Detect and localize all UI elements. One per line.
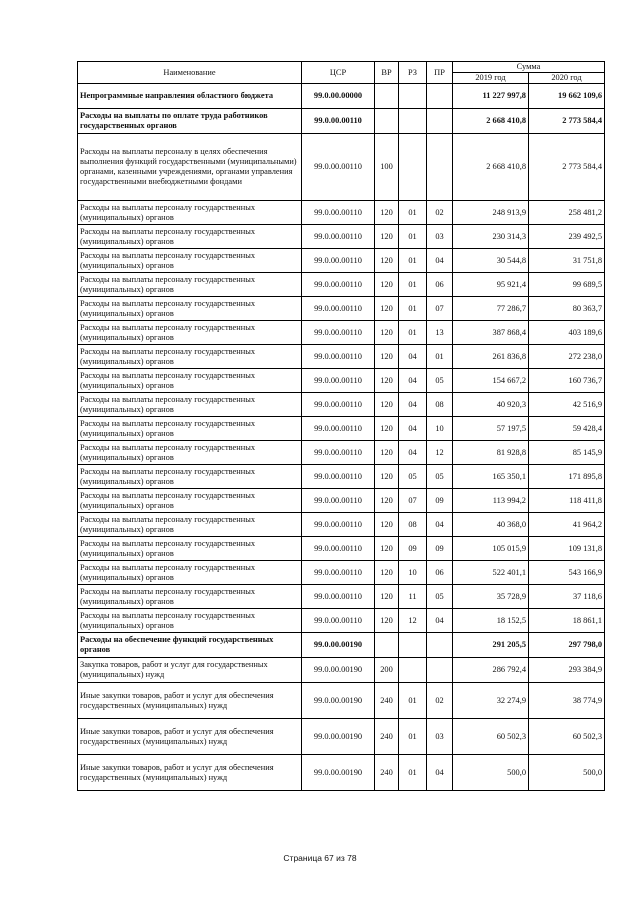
cell-vr: 120: [375, 297, 399, 321]
cell-name: Расходы на выплаты персоналу государственных (муниципальных) органов: [78, 441, 302, 465]
cell-vr: 240: [375, 683, 399, 719]
table-body: [78, 84, 605, 791]
cell-s2020: 2 773 584,4: [529, 109, 605, 134]
cell-csr: 99.0.00.00110: [302, 489, 375, 513]
cell-s2020: 109 131,8: [529, 537, 605, 561]
cell-vr: [375, 84, 399, 109]
table-row: [78, 585, 605, 609]
cell-name: Расходы на выплаты персоналу государственных (муниципальных) органов: [78, 513, 302, 537]
cell-pr: 07: [427, 297, 453, 321]
cell-pr: [427, 134, 453, 201]
cell-s2019: 40 920,3: [453, 393, 529, 417]
cell-rz: 01: [399, 683, 427, 719]
cell-name: Расходы на выплаты персоналу государственных (муниципальных) органов: [78, 465, 302, 489]
cell-name: Расходы на выплаты персоналу государственных (муниципальных) органов: [78, 609, 302, 633]
cell-s2019: 2 668 410,8: [453, 134, 529, 201]
cell-csr: 99.0.00.00110: [302, 201, 375, 225]
cell-name: Расходы на выплаты персоналу государственных (муниципальных) органов: [78, 249, 302, 273]
cell-rz: 01: [399, 321, 427, 345]
cell-csr: 99.0.00.00110: [302, 321, 375, 345]
cell-rz: 01: [399, 273, 427, 297]
cell-s2019: 291 205,5: [453, 633, 529, 658]
cell-name: Расходы на выплаты персоналу государственных (муниципальных) органов: [78, 321, 302, 345]
cell-csr: 99.0.00.00110: [302, 109, 375, 134]
cell-s2020: 118 411,8: [529, 489, 605, 513]
cell-pr: [427, 658, 453, 683]
header-vr: ВР: [375, 62, 399, 84]
cell-s2019: 18 152,5: [453, 609, 529, 633]
table-row: [78, 273, 605, 297]
cell-name: Расходы на выплаты персоналу государственных (муниципальных) органов: [78, 537, 302, 561]
table-row: [78, 658, 605, 683]
cell-s2019: 30 544,8: [453, 249, 529, 273]
cell-s2020: 543 166,9: [529, 561, 605, 585]
cell-name: Иные закупки товаров, работ и услуг для обеспечения государственных (муниципальных) нужд: [78, 683, 302, 719]
cell-csr: 99.0.00.00190: [302, 683, 375, 719]
cell-rz: 01: [399, 225, 427, 249]
table-row: [78, 719, 605, 755]
cell-csr: 99.0.00.00110: [302, 345, 375, 369]
cell-rz: 08: [399, 513, 427, 537]
cell-vr: 120: [375, 417, 399, 441]
cell-vr: 200: [375, 658, 399, 683]
cell-pr: 04: [427, 513, 453, 537]
cell-pr: 04: [427, 755, 453, 791]
cell-pr: 05: [427, 369, 453, 393]
cell-s2020: 31 751,8: [529, 249, 605, 273]
cell-vr: 120: [375, 273, 399, 297]
cell-s2020: 272 238,0: [529, 345, 605, 369]
table-row: [78, 755, 605, 791]
cell-rz: [399, 658, 427, 683]
cell-s2020: 99 689,5: [529, 273, 605, 297]
cell-csr: 99.0.00.00110: [302, 417, 375, 441]
cell-vr: 120: [375, 513, 399, 537]
table-row: [78, 297, 605, 321]
table-row: [78, 345, 605, 369]
cell-csr: 99.0.00.00110: [302, 585, 375, 609]
cell-name: Расходы на выплаты персоналу государственных (муниципальных) органов: [78, 225, 302, 249]
cell-s2019: 500,0: [453, 755, 529, 791]
cell-vr: 120: [375, 441, 399, 465]
table-row: [78, 489, 605, 513]
cell-s2019: 81 928,8: [453, 441, 529, 465]
cell-csr: 99.0.00.00000: [302, 84, 375, 109]
cell-vr: 120: [375, 585, 399, 609]
cell-vr: 120: [375, 369, 399, 393]
cell-name: Расходы на выплаты персоналу государственных (муниципальных) органов: [78, 417, 302, 441]
cell-s2020: 37 118,6: [529, 585, 605, 609]
cell-csr: 99.0.00.00110: [302, 393, 375, 417]
cell-s2020: 2 773 584,4: [529, 134, 605, 201]
cell-name: Непрограммные направления областного бюджета: [78, 84, 302, 109]
cell-vr: 120: [375, 489, 399, 513]
cell-s2019: 35 728,9: [453, 585, 529, 609]
cell-name: Расходы на выплаты персоналу в целях обеспечения выполнения функций государственными (муниципальными) органами, казенными учреждениями, органами управления государственными внебюджетными фондами: [78, 134, 302, 201]
cell-rz: [399, 84, 427, 109]
cell-rz: 09: [399, 537, 427, 561]
cell-rz: 12: [399, 609, 427, 633]
cell-pr: [427, 109, 453, 134]
cell-pr: 04: [427, 609, 453, 633]
header-rz: РЗ: [399, 62, 427, 84]
cell-vr: 120: [375, 225, 399, 249]
cell-s2020: 500,0: [529, 755, 605, 791]
cell-name: Расходы на выплаты по оплате труда работников государственных органов: [78, 109, 302, 134]
cell-csr: 99.0.00.00110: [302, 513, 375, 537]
cell-pr: 02: [427, 683, 453, 719]
cell-pr: 05: [427, 585, 453, 609]
cell-vr: [375, 109, 399, 134]
cell-s2020: 19 662 109,6: [529, 84, 605, 109]
cell-s2019: 261 836,8: [453, 345, 529, 369]
table-row: [78, 249, 605, 273]
cell-csr: 99.0.00.00110: [302, 273, 375, 297]
header-2019: 2019 год: [453, 73, 529, 84]
cell-name: Расходы на выплаты персоналу государственных (муниципальных) органов: [78, 393, 302, 417]
cell-s2019: 105 015,9: [453, 537, 529, 561]
table-row: [78, 537, 605, 561]
cell-name: Расходы на выплаты персоналу государственных (муниципальных) органов: [78, 201, 302, 225]
cell-rz: 11: [399, 585, 427, 609]
cell-pr: 09: [427, 537, 453, 561]
cell-rz: 07: [399, 489, 427, 513]
cell-vr: 120: [375, 609, 399, 633]
cell-pr: 06: [427, 273, 453, 297]
cell-name: Расходы на выплаты персоналу государственных (муниципальных) органов: [78, 345, 302, 369]
cell-rz: 01: [399, 755, 427, 791]
cell-s2020: 297 798,0: [529, 633, 605, 658]
cell-s2020: 403 189,6: [529, 321, 605, 345]
cell-vr: [375, 633, 399, 658]
cell-name: Расходы на выплаты персоналу государственных (муниципальных) органов: [78, 273, 302, 297]
cell-csr: 99.0.00.00110: [302, 465, 375, 489]
cell-name: Расходы на выплаты персоналу государственных (муниципальных) органов: [78, 297, 302, 321]
cell-s2019: 522 401,1: [453, 561, 529, 585]
cell-vr: 120: [375, 345, 399, 369]
header-csr: ЦСР: [302, 62, 375, 84]
table-row: [78, 225, 605, 249]
cell-s2019: 95 921,4: [453, 273, 529, 297]
header-name: Наименование: [78, 62, 302, 84]
cell-s2019: 57 197,5: [453, 417, 529, 441]
cell-rz: 01: [399, 297, 427, 321]
table-row: [78, 561, 605, 585]
table-row: [78, 201, 605, 225]
cell-rz: 01: [399, 201, 427, 225]
cell-s2020: 239 492,5: [529, 225, 605, 249]
cell-s2020: 41 964,2: [529, 513, 605, 537]
table-row: [78, 321, 605, 345]
table-row: [78, 513, 605, 537]
cell-rz: 04: [399, 441, 427, 465]
cell-name: Расходы на выплаты персоналу государственных (муниципальных) органов: [78, 489, 302, 513]
cell-csr: 99.0.00.00190: [302, 633, 375, 658]
header-pr: ПР: [427, 62, 453, 84]
cell-s2020: 60 502,3: [529, 719, 605, 755]
cell-pr: 13: [427, 321, 453, 345]
cell-s2020: 59 428,4: [529, 417, 605, 441]
cell-rz: [399, 633, 427, 658]
table-row: [78, 393, 605, 417]
table-row: [78, 134, 605, 201]
budget-table: [77, 61, 605, 791]
cell-s2020: 18 861,1: [529, 609, 605, 633]
cell-s2020: 38 774,9: [529, 683, 605, 719]
cell-csr: 99.0.00.00190: [302, 658, 375, 683]
cell-s2019: 113 994,2: [453, 489, 529, 513]
cell-pr: 12: [427, 441, 453, 465]
cell-rz: 10: [399, 561, 427, 585]
cell-rz: 04: [399, 345, 427, 369]
cell-pr: 08: [427, 393, 453, 417]
cell-s2019: 165 350,1: [453, 465, 529, 489]
table-row: [78, 609, 605, 633]
cell-s2019: 387 868,4: [453, 321, 529, 345]
cell-s2019: 154 667,2: [453, 369, 529, 393]
cell-name: Иные закупки товаров, работ и услуг для обеспечения государственных (муниципальных) нужд: [78, 755, 302, 791]
cell-s2019: 40 368,0: [453, 513, 529, 537]
cell-vr: 120: [375, 201, 399, 225]
cell-rz: [399, 134, 427, 201]
header-2020: 2020 год: [529, 73, 605, 84]
cell-pr: 05: [427, 465, 453, 489]
cell-csr: 99.0.00.00110: [302, 249, 375, 273]
cell-rz: 01: [399, 249, 427, 273]
cell-name: Расходы на выплаты персоналу государственных (муниципальных) органов: [78, 561, 302, 585]
cell-s2019: 2 668 410,8: [453, 109, 529, 134]
table-row: [78, 109, 605, 134]
table-row: [78, 683, 605, 719]
cell-s2019: 60 502,3: [453, 719, 529, 755]
cell-s2020: 42 516,9: [529, 393, 605, 417]
cell-name: Расходы на выплаты персоналу государственных (муниципальных) органов: [78, 369, 302, 393]
cell-vr: 120: [375, 537, 399, 561]
cell-rz: 05: [399, 465, 427, 489]
cell-name: Расходы на выплаты персоналу государственных (муниципальных) органов: [78, 585, 302, 609]
header-sum: Сумма: [453, 62, 605, 73]
cell-rz: 04: [399, 369, 427, 393]
cell-vr: 120: [375, 393, 399, 417]
table-row: [78, 465, 605, 489]
cell-s2020: 258 481,2: [529, 201, 605, 225]
cell-rz: 04: [399, 393, 427, 417]
cell-vr: 240: [375, 755, 399, 791]
cell-vr: 120: [375, 249, 399, 273]
cell-s2020: 293 384,9: [529, 658, 605, 683]
table-row: [78, 84, 605, 109]
table-row: [78, 369, 605, 393]
cell-csr: 99.0.00.00110: [302, 609, 375, 633]
cell-s2019: 11 227 997,8: [453, 84, 529, 109]
cell-vr: 240: [375, 719, 399, 755]
cell-csr: 99.0.00.00110: [302, 225, 375, 249]
cell-csr: 99.0.00.00190: [302, 719, 375, 755]
cell-pr: 04: [427, 249, 453, 273]
cell-pr: 09: [427, 489, 453, 513]
cell-pr: 03: [427, 225, 453, 249]
cell-pr: 10: [427, 417, 453, 441]
cell-name: Закупка товаров, работ и услуг для государственных (муниципальных) нужд: [78, 658, 302, 683]
cell-pr: [427, 84, 453, 109]
cell-csr: 99.0.00.00110: [302, 134, 375, 201]
page-footer: Страница 67 из 78: [283, 853, 357, 863]
cell-csr: 99.0.00.00110: [302, 441, 375, 465]
cell-s2020: 85 145,9: [529, 441, 605, 465]
cell-s2020: 160 736,7: [529, 369, 605, 393]
cell-pr: [427, 633, 453, 658]
cell-s2020: 80 363,7: [529, 297, 605, 321]
cell-rz: 01: [399, 719, 427, 755]
cell-s2020: 171 895,8: [529, 465, 605, 489]
cell-s2019: 286 792,4: [453, 658, 529, 683]
cell-vr: 120: [375, 321, 399, 345]
cell-s2019: 230 314,3: [453, 225, 529, 249]
cell-pr: 01: [427, 345, 453, 369]
cell-csr: 99.0.00.00110: [302, 297, 375, 321]
cell-csr: 99.0.00.00110: [302, 561, 375, 585]
cell-name: Расходы на обеспечение функций государственных органов: [78, 633, 302, 658]
cell-rz: [399, 109, 427, 134]
table-row: [78, 633, 605, 658]
cell-csr: 99.0.00.00110: [302, 537, 375, 561]
cell-name: Иные закупки товаров, работ и услуг для обеспечения государственных (муниципальных) нужд: [78, 719, 302, 755]
cell-csr: 99.0.00.00190: [302, 755, 375, 791]
cell-pr: 03: [427, 719, 453, 755]
cell-vr: 100: [375, 134, 399, 201]
cell-pr: 06: [427, 561, 453, 585]
cell-rz: 04: [399, 417, 427, 441]
cell-vr: 120: [375, 561, 399, 585]
cell-vr: 120: [375, 465, 399, 489]
cell-s2019: 32 274,9: [453, 683, 529, 719]
table-row: [78, 417, 605, 441]
cell-csr: 99.0.00.00110: [302, 369, 375, 393]
table-row: [78, 441, 605, 465]
cell-pr: 02: [427, 201, 453, 225]
cell-s2019: 77 286,7: [453, 297, 529, 321]
cell-s2019: 248 913,9: [453, 201, 529, 225]
